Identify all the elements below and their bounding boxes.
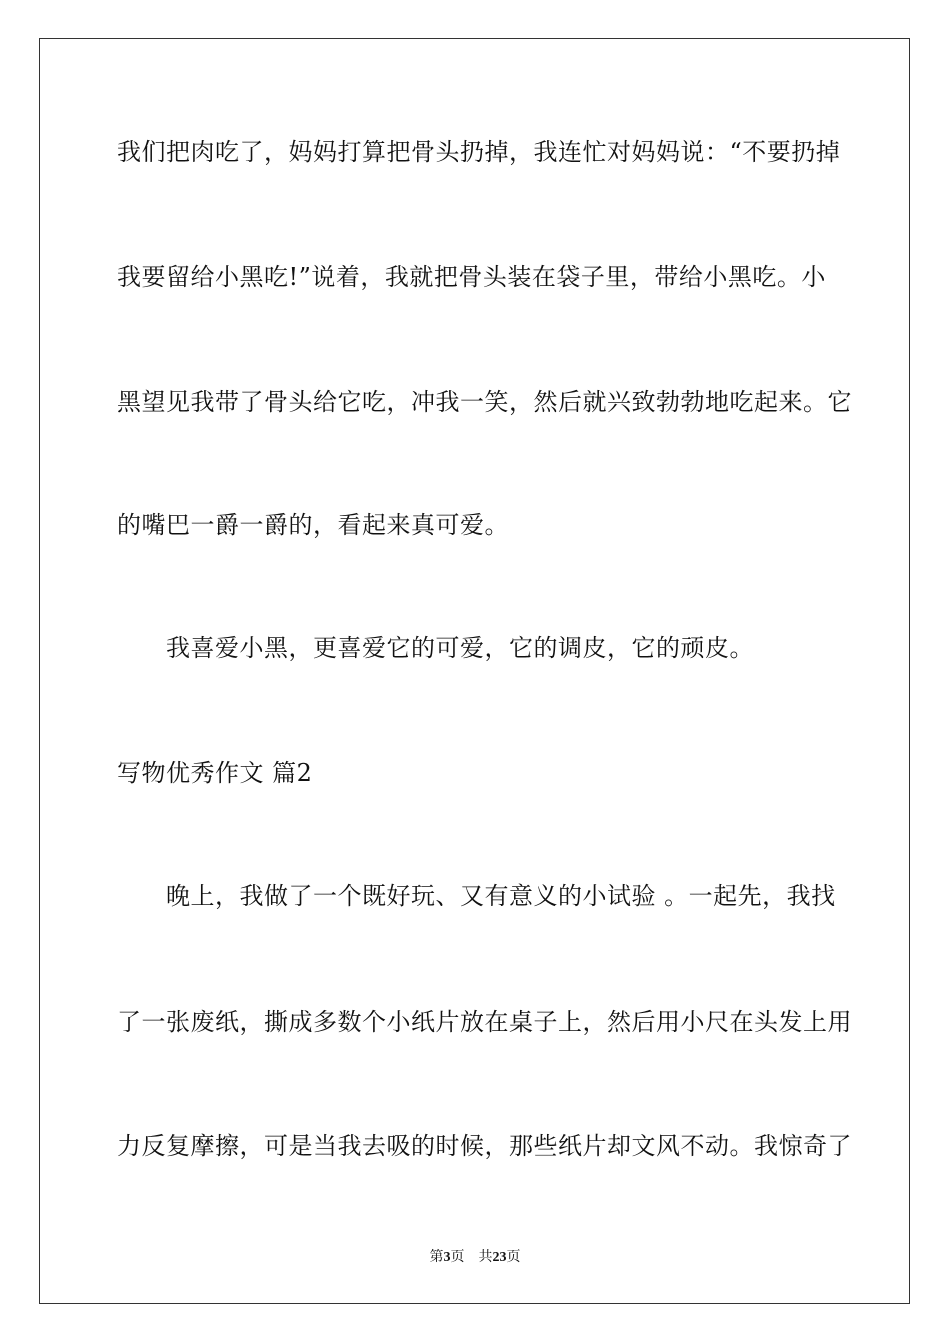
footer-total-prefix: 共 <box>478 1249 493 1265</box>
paragraph-line-3: 黑望见我带了骨头给它吃，冲我一笑，然后就兴致勃勃地吃起来。它 <box>117 388 852 416</box>
paragraph-line-2: 我要留给小黑吃!”说着，我就把骨头装在袋子里，带给小黑吃。小 <box>117 263 826 291</box>
paragraph-line-5: 我喜爱小黑，更喜爱它的可爱，它的调皮，它的顽皮。 <box>166 634 754 662</box>
page-border <box>39 38 910 1304</box>
footer-total-suffix: 页 <box>506 1249 521 1265</box>
paragraph-line-1: 我们把肉吃了，妈妈打算把骨头扔掉，我连忙对妈妈说：“不要扔掉 <box>117 138 841 166</box>
footer-total-pages: 23 <box>492 1250 507 1265</box>
page-footer <box>0 1248 950 1267</box>
paragraph-line-4: 的嘴巴一爵一爵的，看起来真可爱。 <box>117 511 509 539</box>
footer-page-number: 3 <box>443 1250 451 1265</box>
section-heading: 写物优秀作文 篇2 <box>117 759 313 787</box>
footer-page-prefix: 第 <box>429 1249 444 1265</box>
paragraph-line-8: 力反复摩擦，可是当我去吸的时候，那些纸片却文风不动。我惊奇了 <box>117 1132 852 1160</box>
footer-page-suffix: 页 <box>450 1249 465 1265</box>
paragraph-line-6: 晚上，我做了一个既好玩、又有意义的小试验 。一起先，我找 <box>166 882 836 910</box>
paragraph-line-7: 了一张废纸，撕成多数个小纸片放在桌子上，然后用小尺在头发上用 <box>117 1008 852 1036</box>
